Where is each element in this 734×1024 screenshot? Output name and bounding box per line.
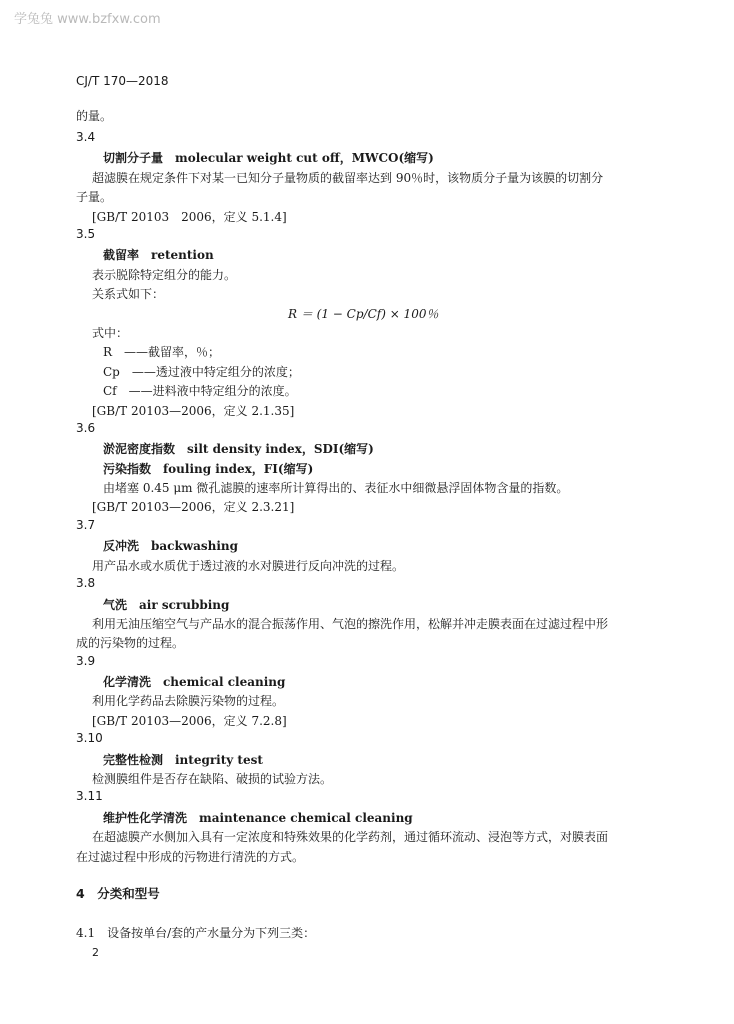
page-number: 2 (92, 946, 99, 959)
body-line: 检测膜组件是否存在缺陷、破损的试验方法。 (92, 772, 333, 786)
term-heading: 截留率 retention (103, 248, 214, 262)
body-line: 关系式如下： (92, 287, 165, 301)
term-heading: 反冲洗 backwashing (103, 539, 239, 553)
body-line: [GB/T 20103—2006，定义 2.1.35] (92, 404, 295, 418)
body-line: 利用化学药品去除膜污染物的过程。 (92, 694, 285, 708)
clause-number: 3.4 (76, 130, 96, 144)
body-line: 的量。 (76, 109, 113, 123)
body-line: 在过滤过程中形成的污物进行清洗的方式。 (76, 850, 305, 864)
body-line: R ——截留率，％； (103, 345, 221, 359)
body-line: 超滤膜在规定条件下对某一已知分子量物质的截留率达到 90％时，该物质分子量为该膜的切割分 (92, 171, 604, 185)
term-heading: 维护性化学清洗 maintenance chemical cleaning (103, 811, 413, 825)
body-line: 在超滤膜产水侧加入具有一定浓度和特殊效果的化学药剂，通过循环流动、浸泡等方式，对膜表面 (92, 830, 609, 844)
clause-number: 3.7 (76, 518, 96, 532)
term-heading: 污染指数 fouling index，FI(缩写) (103, 462, 314, 476)
body-line: 成的污染物的过程。 (76, 636, 185, 650)
body-line: [GB/T 20103 2006，定义 5.1.4] (92, 210, 287, 224)
clause-number: 3.5 (76, 227, 96, 241)
body-line: Cf ——进料液中特定组分的浓度。 (103, 384, 297, 398)
term-heading: 完整性检测 integrity test (103, 753, 263, 767)
clause-number: 3.6 (76, 421, 96, 435)
body-line: 4.1 设备按单台/套的产水量分为下列三类： (76, 926, 316, 940)
body-line: [GB/T 20103—2006，定义 2.3.21] (92, 500, 295, 514)
formula: R ＝ (1 − Cp/Cf) × 100％ (288, 307, 439, 321)
body-line: 利用无油压缩空气与产品水的混合振荡作用、气泡的擦洗作用，松解并冲走膜表面在过滤过程中形 (92, 617, 609, 631)
watermark: 学兔兔 www.bzfxw.com (14, 12, 161, 27)
term-heading: 化学清洗 chemical cleaning (103, 675, 286, 689)
body-line: Cp ——透过液中特定组分的浓度； (103, 365, 300, 379)
clause-number: 3.11 (76, 789, 103, 803)
body-line: 用产品水或水质优于透过液的水对膜进行反向冲洗的过程。 (92, 559, 405, 573)
body-line: 由堵塞 0.45 μm 微孔滤膜的速率所计算得出的、表征水中细微悬浮固体物含量的指数。 (103, 481, 569, 495)
clause-number: 3.9 (76, 654, 96, 668)
term-heading: 淤泥密度指数 silt density index，SDI(缩写) (103, 442, 374, 456)
standard-header: CJ/T 170—2018 (76, 74, 169, 88)
body-line: 表示脱除特定组分的能力。 (92, 268, 237, 282)
body-line: 式中： (92, 326, 129, 340)
term-heading: 气洗 air scrubbing (103, 598, 230, 612)
section-heading: 4 分类和型号 (76, 886, 160, 901)
body-line: 子量。 (76, 190, 113, 204)
clause-number: 3.10 (76, 731, 103, 745)
term-heading: 切割分子量 molecular weight cut off，MWCO(缩写) (103, 151, 434, 165)
body-line: [GB/T 20103—2006，定义 7.2.8] (92, 714, 287, 728)
clause-number: 3.8 (76, 576, 96, 590)
